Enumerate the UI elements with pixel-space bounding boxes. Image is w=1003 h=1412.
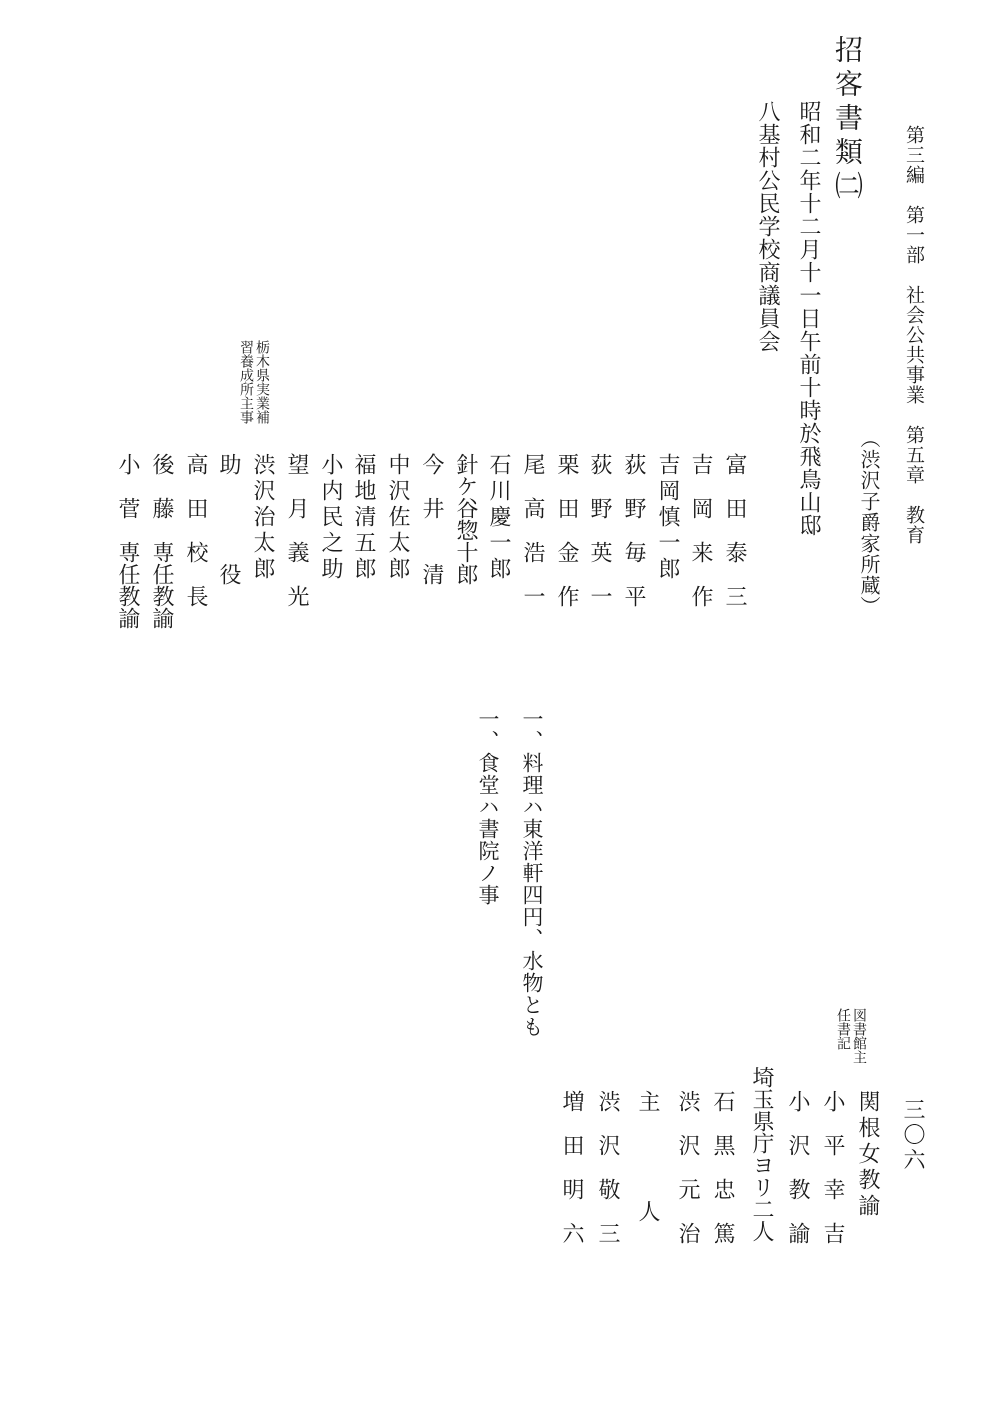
source-note: （渋沢子爵家所蔵） xyxy=(857,428,881,617)
guest-b9: 増 田 明 六 xyxy=(559,1090,584,1244)
guest-b3: 小 沢 教 諭 xyxy=(785,1090,810,1244)
affiliation-library-2: 任書記 xyxy=(835,1008,851,1050)
guest-15: 渋沢治太郎 xyxy=(250,453,275,583)
document-title: 招客書類㈡ xyxy=(831,35,864,205)
guest-14: 望 月 義 光 xyxy=(284,453,309,607)
item-dining-room: 一、食堂ハ書院ノ事 xyxy=(476,708,500,906)
guest-12: 福地清五郎 xyxy=(351,453,376,583)
guest-b8: 渋 沢 敬 三 xyxy=(595,1090,620,1244)
guest-b2: 小 平 幸 吉 xyxy=(820,1090,845,1244)
item-cuisine: 一、料理ハ東洋軒四円、水物とも xyxy=(520,708,544,1038)
date-place-line: 昭和二年十二月十一日午前十時於飛鳥山邸 xyxy=(796,100,821,537)
guest-b7: 主 人 xyxy=(635,1090,660,1222)
guest-2: 吉 岡 来 作 xyxy=(688,453,713,607)
page-number: 三〇六 xyxy=(900,1098,925,1173)
host-line: 八基村公民学校商議員会 xyxy=(755,100,780,353)
affiliation-tochigi-1: 栃木県実業補 xyxy=(254,340,270,424)
guest-b1: 関根女教諭 xyxy=(855,1090,880,1220)
guest-19: 小 菅 専任教諭 xyxy=(115,453,140,629)
affiliation-library-1: 図書館主 xyxy=(851,1008,867,1064)
guest-9: 針ケ谷惣十郎 xyxy=(453,453,478,585)
guest-8: 石川慶一郎 xyxy=(486,453,511,583)
guest-3: 吉岡慎一郎 xyxy=(655,453,680,583)
running-head: 第三編 第一部 社会公共事業 第五章 教育 xyxy=(903,125,925,545)
guest-b5: 石 黒 忠 篤 xyxy=(710,1090,735,1244)
guest-4: 荻 野 毎 平 xyxy=(621,453,646,607)
guest-10: 今 井 清 xyxy=(419,453,444,585)
guest-6: 栗 田 金 作 xyxy=(554,453,579,607)
guest-7: 尾 高 浩 一 xyxy=(520,453,545,607)
guest-18: 後 藤 専任教諭 xyxy=(149,453,174,629)
guest-1: 富 田 泰 三 xyxy=(722,453,747,607)
guest-11: 中沢佐太郎 xyxy=(385,453,410,583)
guest-5: 荻 野 英 一 xyxy=(587,453,612,607)
guest-13: 小内民之助 xyxy=(318,453,343,583)
guest-16: 助 役 xyxy=(216,453,241,585)
guest-b4: 埼玉県庁ヨリ二人 xyxy=(749,1066,774,1242)
guest-b6: 渋 沢 元 治 xyxy=(675,1090,700,1244)
guest-17: 高 田 校 長 xyxy=(183,453,208,607)
affiliation-tochigi-2: 習養成所主事 xyxy=(238,340,254,424)
